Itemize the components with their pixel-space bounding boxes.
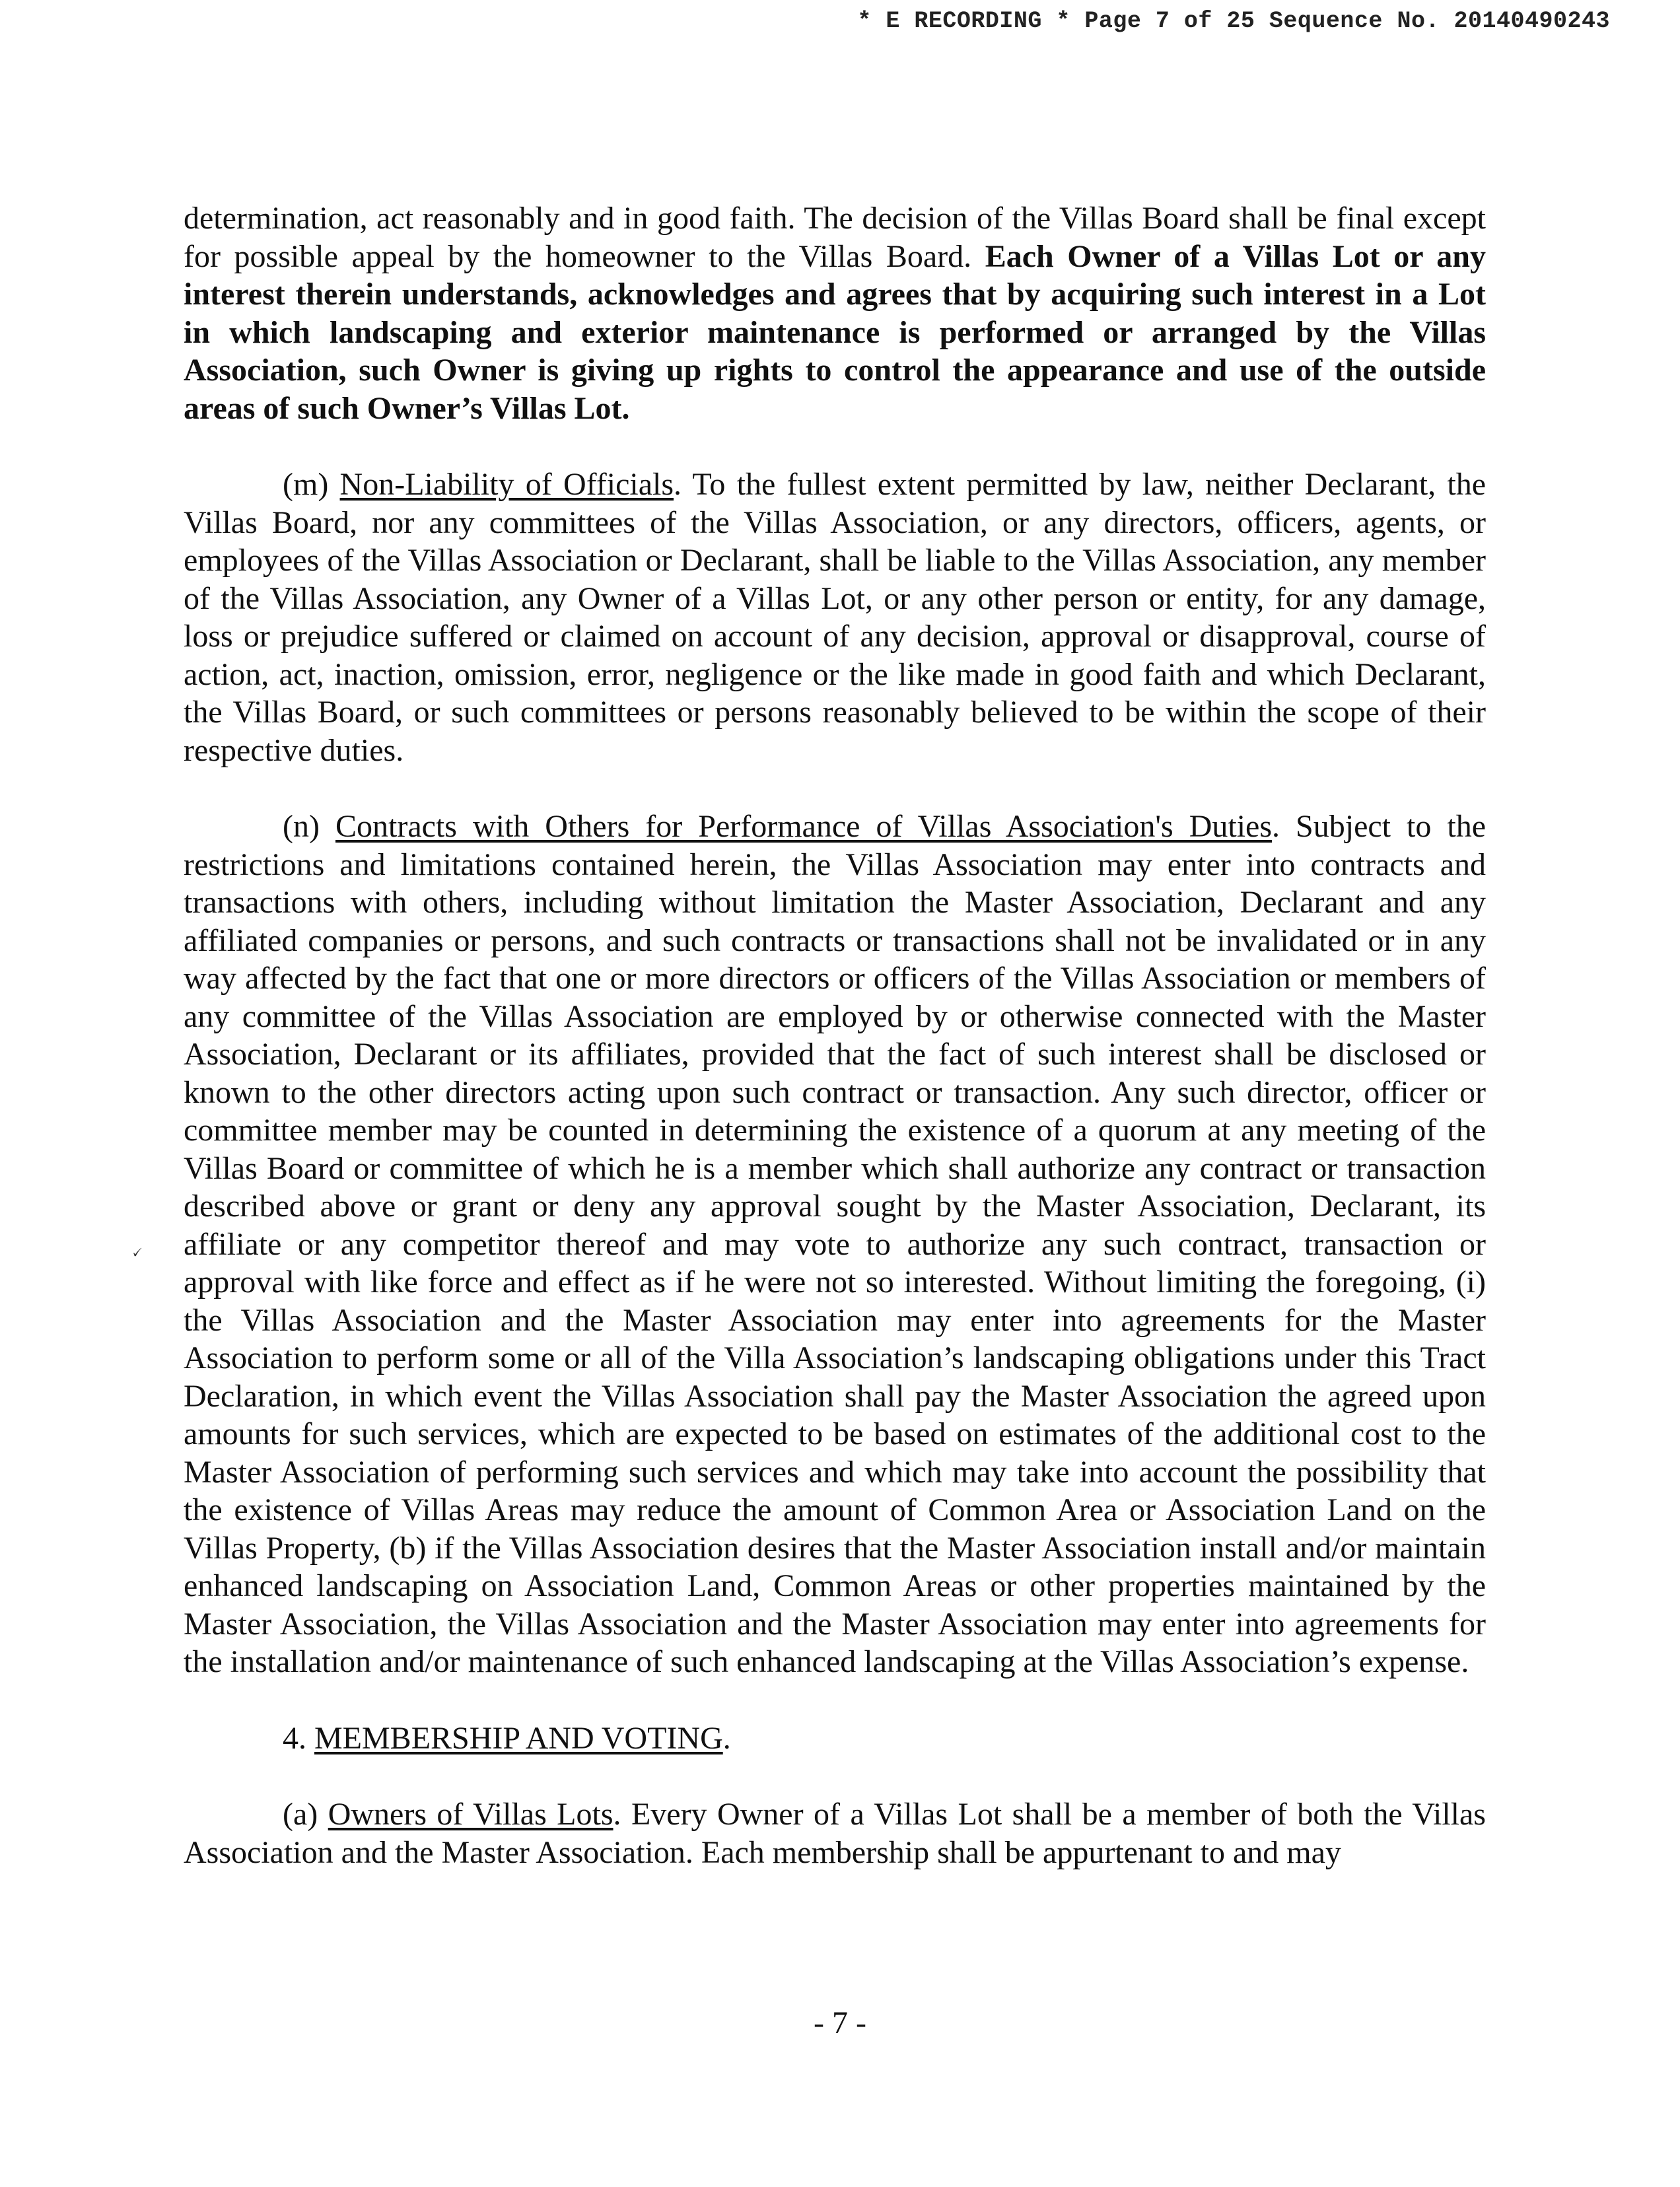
paragraph-a [184, 1795, 1486, 1871]
margin-mark-icon: 🗸 [131, 1243, 143, 1262]
paragraph-m-title: Non-Liability of Officials [339, 467, 674, 502]
paragraph-n [184, 808, 1486, 1681]
owner-acknowledgement-bold: Each Owner of a Villas Lot or any interest therein understands, acknowledges and agrees that by acquiring such interest in a Lot in which landscaping and exterior maintenance is performed or arranged by the Villas Association, such Owner is giving up rights to control the appearance and use of the outside areas of such Owner’s Villas Lot. [184, 238, 1486, 426]
paragraph-continuation [184, 199, 1486, 427]
section-4-number: 4. [283, 1720, 314, 1756]
recording-header: * E RECORDING * Page 7 of 25 Sequence No. 20140490243 [857, 8, 1610, 34]
paragraph-n-body: . Subject to the restrictions and limitations contained herein, the Villas Association may enter into contracts and transactions with others, including without limitation the Master Association, Declarant and any affiliated companies or persons, and such contracts or transactions shall not be invalidated or in any way affected by the fact that one or more directors or officers of the Villas Association or members of any committee of the Villas Association are employed by or otherwise connected with the Master Association, Declarant or its affiliates, provided that the fact of such interest shall be disclosed or known to the other directors acting upon such contract or transaction. Any such director, officer or committee member may be counted in determining the existence of a quorum at any meeting of the Villas Board or committee of which he is a member which shall authorize any contract or transaction described above or grant or deny any approval sought by the Master Association, Declarant, its affiliate or any competitor thereof and may vote to authorize any such contract, transaction or approval with like force and effect as if he were not so interested. Without limiting the foregoing, (i) the Villas Association and the Master Association may enter into agreements for the Master Association to perform some or all of the Villa Association’s landscaping obligations under this Tract Declaration, in which event the Villas Association shall pay the Master Association the agreed upon amounts for such services, which are expected to be based on estimates of the additional cost to the Master Association of performing such services and which may take into account the possibility that the existence of Villas Areas may reduce the amount of Common Area or Association Land on the Villas Property, (b) if the Villas Association desires that the Master Association install and/or maintain enhanced landscaping on Association Land, Common Areas or other properties maintained by the Master Association, the Villas Association and the Master Association may enter into agreements for the installation and/or maintenance of such enhanced landscaping at the Villas Association’s expense. [184, 809, 1487, 1679]
paragraph-m-label: (m) [283, 467, 340, 502]
section-4-heading [184, 1719, 1486, 1758]
paragraph-n-label: (n) [283, 809, 335, 844]
continuation-text: determination, act reasonably and in good faith. The decision of the Villas Board shall be final except for possible appeal by the homeowner to the Villas Board. [184, 201, 1486, 274]
page-number: - 7 - [814, 2005, 866, 2040]
section-4-title: MEMBERSHIP AND VOTING [314, 1720, 723, 1756]
paragraph-a-title: Owners of Villas Lots [328, 1797, 613, 1832]
paragraph-n-title: Contracts with Others for Performance of Villas Association's Duties [335, 809, 1273, 844]
paragraph-m-body: . To the fullest extent permitted by law, neither Declarant, the Villas Board, nor any committees of the Villas Association, or any directors, officers, agents, or employees of the Villas Association or Declarant, shall be liable to the Villas Association, any member of the Villas Association, any Owner of a Villas Lot, or any other person or entity, for any damage, loss or prejudice suffered or claimed on account of any decision, approval or disapproval, course of action, act, inaction, omission, error, negligence or the like made in good faith and which Declarant, the Villas Board, or such committees or persons reasonably believed to be within the scope of their respective duties. [184, 467, 1486, 768]
paragraph-m [184, 466, 1486, 769]
paragraph-a-label: (a) [283, 1797, 328, 1832]
document-body [184, 199, 1486, 1910]
paragraph-a-body: . Every Owner of a Villas Lot shall be a member of both the Villas Association and the Master Association. Each membership shall be appurtenant to and may [184, 1797, 1486, 1870]
section-4-suffix: . [722, 1720, 731, 1756]
